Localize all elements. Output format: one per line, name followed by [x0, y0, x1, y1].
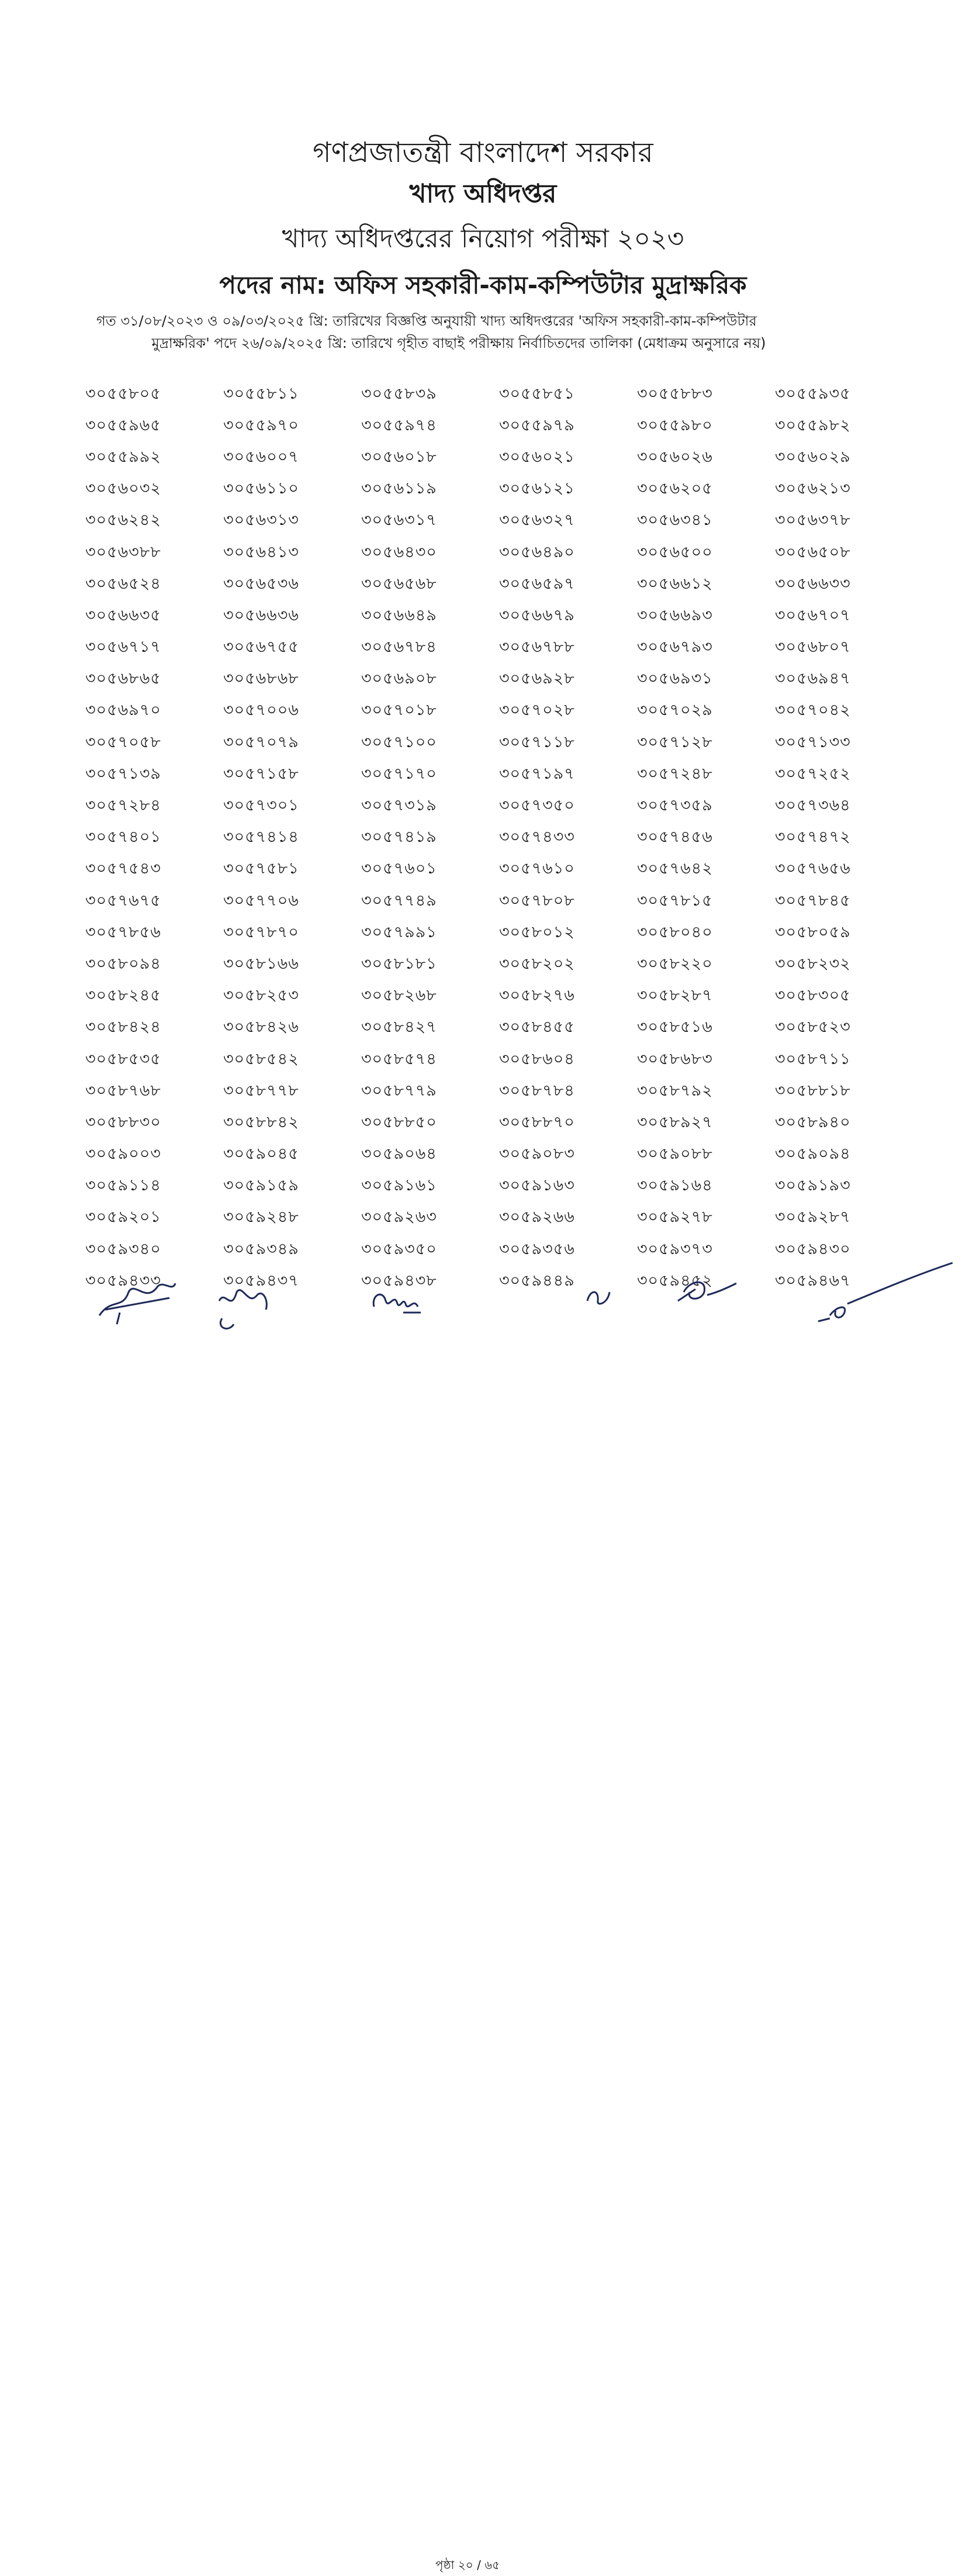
- roll-number-cell: ৩০৫৯৩৪০: [85, 1239, 161, 1258]
- roll-number-cell: ৩০৫৬৬৪৯: [361, 606, 437, 624]
- roll-number-cell: ৩০৫৫৮৩৯: [361, 384, 437, 403]
- roll-number-cell: ৩০৫৯৩৫০: [361, 1239, 437, 1258]
- roll-number-cell: ৩০৫৮৬৮৩: [637, 1049, 713, 1068]
- roll-number-cell: ৩০৫৮৪২৬: [223, 1018, 299, 1037]
- roll-number-cell: ৩০৫৬০২৯: [775, 447, 851, 466]
- roll-number-cell: ৩০৫৯২৪৮: [223, 1208, 299, 1227]
- roll-number-cell: ৩০৫৭৮৫৬: [85, 923, 161, 941]
- roll-number-cell: ৩০৫৯১১৪: [85, 1176, 161, 1195]
- roll-number-cell: ৩০৫৭৩৫০: [499, 796, 575, 815]
- roll-number-cell: ৩০৫৯৩৭৩: [637, 1239, 713, 1258]
- roll-number-cell: ৩০৫৯৩৫৬: [499, 1239, 575, 1258]
- roll-number-cell: ৩০৫৬৩১৩: [223, 511, 299, 530]
- roll-number-cell: ৩০৫৬৯২৮: [499, 669, 575, 688]
- roll-number-cell: ৩০৫৭১০০: [361, 733, 437, 751]
- roll-number-cell: ৩০৫৬৪৩০: [361, 543, 437, 561]
- roll-number-cell: ৩০৫৭০৫৮: [85, 733, 161, 751]
- roll-number-cell: ৩০৫৮৫২৩: [775, 1018, 851, 1037]
- roll-number-cell: ৩০৫৯০৮৮: [637, 1145, 713, 1163]
- roll-number-cell: ৩০৫৬০৩২: [85, 479, 161, 498]
- roll-number-cell: ৩০৫৯০৮৩: [499, 1145, 575, 1163]
- roll-number-cell: ৩০৫৯৪৩০: [775, 1239, 851, 1258]
- roll-number-cell: ৩০৫৭৫৪৩: [85, 859, 161, 878]
- roll-number-cell: ৩০৫৭০২৯: [637, 701, 713, 720]
- roll-number-cell: ৩০৫৮২৫৩: [223, 986, 299, 1005]
- roll-number-cell: ৩০৫৯১৬৩: [499, 1176, 575, 1195]
- roll-number-cell: ৩০৫৯৪৩৩: [85, 1271, 161, 1290]
- roll-number-cell: ৩০৫৮২০২: [499, 954, 575, 973]
- roll-number-cell: ৩০৫৮৭১১: [775, 1049, 851, 1068]
- roll-number-cell: ৩০৫৬৫০৮: [775, 543, 851, 561]
- roll-number-cell: ৩০৫৮৭৭৮: [223, 1081, 299, 1100]
- roll-number-cell: ৩০৫৭৪৭২: [775, 828, 851, 847]
- roll-number-cell: ৩০৫৬৩৮৮: [85, 543, 161, 561]
- roll-number-cell: ৩০৫৬৯৪৭: [775, 669, 851, 688]
- roll-number-cell: ৩০৫৬৭৫৫: [223, 638, 299, 657]
- roll-number-cell: ৩০৫৯০০৩: [85, 1145, 161, 1163]
- roll-number-cell: ৩০৫৬২৪২: [85, 511, 161, 530]
- roll-number-cell: ৩০৫৫৮০৫: [85, 384, 161, 403]
- roll-number-cell: ৩০৫৮২২০: [637, 954, 713, 973]
- roll-number-cell: ৩০৫৭৩৫৯: [637, 796, 713, 815]
- signature-3: [368, 1283, 427, 1318]
- roll-number-cell: ৩০৫৯৪৩৮: [361, 1271, 437, 1290]
- roll-number-cell: ৩০৫৭৯৯১: [361, 923, 437, 941]
- roll-number-cell: ৩০৫৭৬০১: [361, 859, 437, 878]
- roll-number-cell: ৩০৫৮৭৯২: [637, 1081, 713, 1100]
- roll-number-cell: ৩০৫৫৯৭৯: [499, 416, 575, 434]
- roll-number-cell: ৩০৫৯১৯৩: [775, 1176, 851, 1195]
- roll-number-cell: ৩০৫৭১২৮: [637, 733, 713, 751]
- roll-number-cell: ৩০৫৭৮১৫: [637, 891, 713, 910]
- roll-number-cell: ৩০৫৭১৩৩: [775, 733, 851, 751]
- signature-1: [94, 1275, 181, 1327]
- roll-number-cell: ৩০৫৯৪৩৭: [223, 1271, 299, 1290]
- roll-number-cell: ৩০৫৮০৫৯: [775, 923, 851, 941]
- roll-number-cell: ৩০৫৯২৮৭: [775, 1208, 851, 1227]
- roll-number-cell: ৩০৫৫৯৮২: [775, 416, 851, 434]
- roll-number-cell: ৩০৫৯৪৫২: [637, 1271, 713, 1290]
- roll-number-cell: ৩০৫৯০৯৪: [775, 1145, 851, 1163]
- roll-number-cell: ৩০৫৬৯৭০: [85, 701, 161, 720]
- roll-number-cell: ৩০৫৬৫০০: [637, 543, 713, 561]
- roll-number-cell: ৩০৫৬৪৯০: [499, 543, 575, 561]
- roll-number-cell: ৩০৫৭০৪২: [775, 701, 851, 720]
- notice-line-2: মুদ্রাক্ষরিক' পদে ২৬/০৯/২০২৫ খ্রি: তারিখে গৃহীত বাছাই পরীক্ষায় নির্বাচিতদের তালিকা (মেধাক্রম অনুসারে নয়): [151, 335, 766, 351]
- roll-number-cell: ৩০৫৫৯৩৫: [775, 384, 851, 403]
- roll-number-cell: ৩০৫৮২৮৭: [637, 986, 713, 1005]
- roll-number-cell: ৩০৫৭৮৪৫: [775, 891, 851, 910]
- roll-number-cell: ৩০৫৮২৩২: [775, 954, 851, 973]
- roll-number-cell: ৩০৫৮২৬৮: [361, 986, 437, 1005]
- roll-number-cell: ৩০৫৮৫১৬: [637, 1018, 713, 1037]
- roll-number-cell: ৩০৫৭২৫২: [775, 764, 851, 783]
- roll-number-cell: ৩০৫৭৩০১: [223, 796, 299, 815]
- roll-number-cell: ৩০৫৮৬০৪: [499, 1049, 575, 1068]
- roll-number-cell: ৩০৫৭৪০১: [85, 828, 161, 847]
- roll-number-cell: ৩০৫৫৯৬৫: [85, 416, 161, 434]
- roll-number-cell: ৩০৫৮০৯৪: [85, 954, 161, 973]
- roll-number-cell: ৩০৫৯১৬১: [361, 1176, 437, 1195]
- roll-number-cell: ৩০৫৮৫৭৪: [361, 1049, 437, 1068]
- roll-number-cell: ৩০৫৮০৪০: [637, 923, 713, 941]
- roll-number-cell: ৩০৫৬৫৩৬: [223, 574, 299, 593]
- signature-6: [812, 1257, 958, 1327]
- roll-number-cell: ৩০৫৮৫৪২: [223, 1049, 299, 1068]
- roll-number-cell: ৩০৫৮০১২: [499, 923, 575, 941]
- roll-number-cell: ৩০৫৭০০৬: [223, 701, 299, 720]
- roll-number-cell: ৩০৫৮৯২৭: [637, 1113, 713, 1131]
- page-number: পৃষ্ঠা ২০ / ৬৫: [435, 2558, 500, 2572]
- roll-number-cell: ৩০৫৭০৭৯: [223, 733, 299, 751]
- roll-number-cell: ৩০৫৭২৮৪: [85, 796, 161, 815]
- roll-number-cell: ৩০৫৭৬৭৫: [85, 891, 161, 910]
- roll-number-cell: ৩০৫৬২০৫: [637, 479, 713, 498]
- government-title: গণপ্রজাতন্ত্রী বাংলাদেশ সরকার: [313, 136, 653, 169]
- roll-number-cell: ৩০৫৬০১৮: [361, 447, 437, 466]
- roll-number-cell: ৩০৫৮৪৫৫: [499, 1018, 575, 1037]
- roll-number-cell: ৩০৫৯৪৪৯: [499, 1271, 575, 1290]
- roll-number-cell: ৩০৫৬৭৮৪: [361, 638, 437, 657]
- roll-number-cell: ৩০৫৭১৫৮: [223, 764, 299, 783]
- roll-number-cell: ৩০৫৮৭৬৮: [85, 1081, 161, 1100]
- roll-number-cell: ৩০৫৭৭০৬: [223, 891, 299, 910]
- roll-number-cell: ৩০৫৯২৭৮: [637, 1208, 713, 1227]
- roll-number-cell: ৩০৫৬৮০৭: [775, 638, 851, 657]
- roll-number-cell: ৩০৫৭৪১৯: [361, 828, 437, 847]
- roll-number-cell: ৩০৫৬৬৩৬: [223, 606, 299, 624]
- roll-number-cell: ৩০৫৫৯৯২: [85, 447, 161, 466]
- roll-number-cell: ৩০৫৬৫৬৮: [361, 574, 437, 593]
- roll-number-cell: ৩০৫৮৮৪২: [223, 1113, 299, 1131]
- exam-title: খাদ্য অধিদপ্তরের নিয়োগ পরীক্ষা ২০২৩: [282, 224, 684, 254]
- roll-number-cell: ৩০৫৭৪৩৩: [499, 828, 575, 847]
- roll-number-cell: ৩০৫৫৯৭৪: [361, 416, 437, 434]
- roll-number-cell: ৩০৫৯৪৬৭: [775, 1271, 851, 1290]
- roll-number-cell: ৩০৫৬৯৩১: [637, 669, 713, 688]
- roll-number-cell: ৩০৫৭৮০৮: [499, 891, 575, 910]
- roll-number-cell: ৩০৫৫৯৭০: [223, 416, 299, 434]
- roll-number-cell: ৩০৫৫৮১১: [223, 384, 299, 403]
- roll-number-cell: ৩০৫৮৮৩০: [85, 1113, 161, 1131]
- signature-4: [581, 1280, 617, 1310]
- roll-number-cell: ৩০৫৮৪২৪: [85, 1018, 161, 1037]
- roll-number-cell: ৩০৫৮৯৪০: [775, 1113, 851, 1131]
- roll-number-cell: ৩০৫৬৩১৭: [361, 511, 437, 530]
- roll-number-table: [82, 379, 888, 1297]
- roll-number-cell: ৩০৫৬৭১৭: [85, 638, 161, 657]
- roll-number-cell: ৩০৫৬১২১: [499, 479, 575, 498]
- roll-number-cell: ৩০৫৭৩১৯: [361, 796, 437, 815]
- roll-number-cell: ৩০৫৮২৭৬: [499, 986, 575, 1005]
- department-title: খাদ্য অধিদপ্তর: [409, 179, 557, 209]
- roll-number-cell: ৩০৫৬৮৬৮: [223, 669, 299, 688]
- roll-number-cell: ৩০৫৬৮৬৫: [85, 669, 161, 688]
- roll-number-cell: ৩০৫৫৯৮০: [637, 416, 713, 434]
- roll-number-cell: ৩০৫৯২৬৩: [361, 1208, 437, 1227]
- roll-number-cell: ৩০৫৬৭৮৮: [499, 638, 575, 657]
- roll-number-cell: ৩০৫৮১৮১: [361, 954, 437, 973]
- roll-number-cell: ৩০৫৬৬৭৯: [499, 606, 575, 624]
- roll-number-cell: ৩০৫৭০১৮: [361, 701, 437, 720]
- roll-number-cell: ৩০৫৭৬১০: [499, 859, 575, 878]
- roll-number-cell: ৩০৫৭১৯৭: [499, 764, 575, 783]
- roll-number-cell: ৩০৫৬০০৭: [223, 447, 299, 466]
- roll-number-cell: ৩০৫৭১৩৯: [85, 764, 161, 783]
- roll-number-cell: ৩০৫৮১৬৬: [223, 954, 299, 973]
- roll-number-cell: ৩০৫৯৩৪৯: [223, 1239, 299, 1258]
- signature-2: [210, 1277, 275, 1336]
- roll-number-cell: ৩০৫৬৩২৭: [499, 511, 575, 530]
- roll-number-cell: ৩০৫৭৬৪২: [637, 859, 713, 878]
- roll-number-cell: ৩০৫৬৯০৮: [361, 669, 437, 688]
- roll-number-cell: ৩০৫৫৮৮৩: [637, 384, 713, 403]
- roll-number-cell: ৩০৫৬৬৩৩: [775, 574, 851, 593]
- roll-number-cell: ৩০৫৮৭৮৪: [499, 1081, 575, 1100]
- roll-number-cell: ৩০৫৮৩০৫: [775, 986, 851, 1005]
- roll-number-cell: ৩০৫৭৪৫৬: [637, 828, 713, 847]
- roll-number-cell: ৩০৫৭৫৮১: [223, 859, 299, 878]
- roll-number-cell: ৩০৫৭১৭০: [361, 764, 437, 783]
- roll-number-cell: ৩০৫৬৭৯৩: [637, 638, 713, 657]
- roll-number-cell: ৩০৫৯০৪৫: [223, 1145, 299, 1163]
- signature-footer: [0, 1275, 966, 2572]
- roll-number-cell: ৩০৫৭৪১৪: [223, 828, 299, 847]
- roll-number-cell: ৩০৫৭০২৮: [499, 701, 575, 720]
- roll-number-cell: ৩০৫৫৮৫১: [499, 384, 575, 403]
- roll-number-cell: ৩০৫৬৩৭৮: [775, 511, 851, 530]
- roll-number-cell: ৩০৫৯০৬৪: [361, 1145, 437, 1163]
- notice-line-1: গত ৩১/০৮/২০২৩ ও ০৯/০৩/২০২৫ খ্রি: তারিখের বিজ্ঞপ্তি অনুযায়ী খাদ্য অধিদপ্তরের 'অফিস সহকারী-কাম-কম্পিউটার: [96, 313, 757, 329]
- roll-number-cell: ৩০৫৬২১৩: [775, 479, 851, 498]
- roll-number-cell: ৩০৫৬৫২৪: [85, 574, 161, 593]
- roll-number-cell: ৩০৫৮৮১৮: [775, 1081, 851, 1100]
- roll-number-cell: ৩০৫৭৬৫৬: [775, 859, 851, 878]
- roll-number-cell: ৩০৫৬১১৯: [361, 479, 437, 498]
- roll-number-cell: ৩০৫৬০২৬: [637, 447, 713, 466]
- roll-number-cell: ৩০৫৮৪২৭: [361, 1018, 437, 1037]
- roll-number-cell: ৩০৫৬৭০৭: [775, 606, 851, 624]
- roll-number-cell: ৩০৫৮৮৭০: [499, 1113, 575, 1131]
- roll-number-cell: ৩০৫৯১৬৪: [637, 1176, 713, 1195]
- post-title: পদের নাম: অফিস সহকারী-কাম-কম্পিউটার মুদ্রাক্ষরিক: [219, 271, 747, 299]
- roll-number-cell: ৩০৫৯১৫৯: [223, 1176, 299, 1195]
- roll-number-cell: ৩০৫৬৬১২: [637, 574, 713, 593]
- roll-number-cell: ৩০৫৮৮৫০: [361, 1113, 437, 1131]
- roll-number-cell: ৩০৫৬০২১: [499, 447, 575, 466]
- roll-number-cell: ৩০৫৬১১০: [223, 479, 299, 498]
- roll-number-cell: ৩০৫৭৭৪৯: [361, 891, 437, 910]
- signature-5: [672, 1275, 742, 1310]
- roll-number-cell: ৩০৫৮৫৩৫: [85, 1049, 161, 1068]
- roll-number-cell: ৩০৫৭৩৬৪: [775, 796, 851, 815]
- roll-number-cell: ৩০৫৭২৪৮: [637, 764, 713, 783]
- roll-number-cell: ৩০৫৯২৬৬: [499, 1208, 575, 1227]
- roll-number-cell: ৩০৫৮২৪৫: [85, 986, 161, 1005]
- roll-number-cell: ৩০৫৬৪১৩: [223, 543, 299, 561]
- roll-number-cell: ৩০৫৮৭৭৯: [361, 1081, 437, 1100]
- roll-number-cell: ৩০৫৬৫৯৭: [499, 574, 575, 593]
- roll-number-cell: ৩০৫৬৬৯৩: [637, 606, 713, 624]
- roll-number-cell: ৩০৫৬৩৪১: [637, 511, 713, 530]
- roll-number-cell: ৩০৫৬৬৩৫: [85, 606, 161, 624]
- roll-number-cell: ৩০৫৭৮৭০: [223, 923, 299, 941]
- roll-number-cell: ৩০৫৯২০১: [85, 1208, 161, 1227]
- roll-number-cell: ৩০৫৭১১৮: [499, 733, 575, 751]
